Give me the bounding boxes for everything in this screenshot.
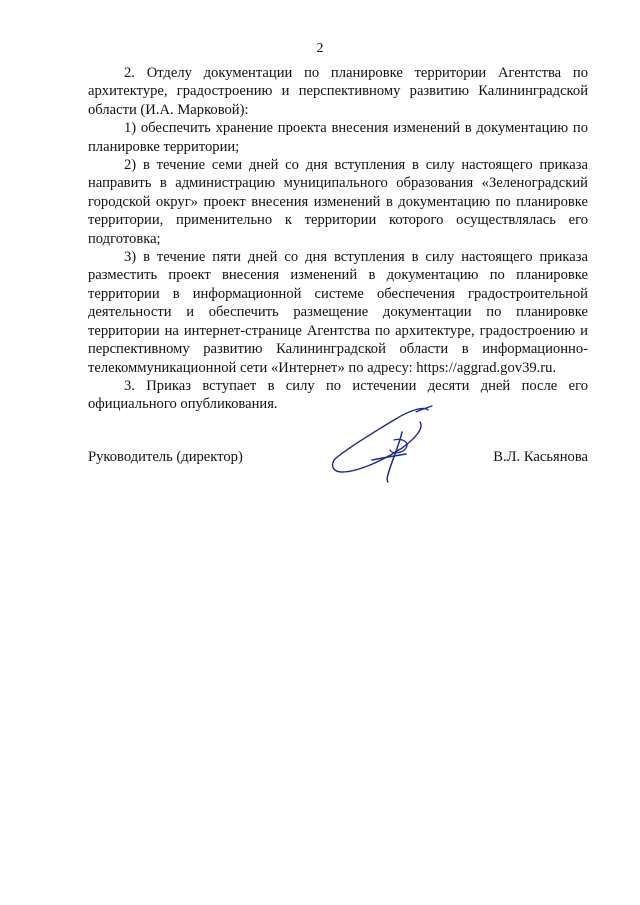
paragraph-subitem-3: 3) в течение пяти дней со дня вступления в силу настоящего приказа разместить проект внесения изменений в документацию по планировке территории в информационной системе обеспечения градостроительной деятельности и обеспечить размещение документации по планировке территории на интернет-странице Агентства по архитектуре, градостроению и перспективному развитию Калининградской области в информационно-телекоммуникационной сети «Интернет» по адресу: https://aggrad.gov39.ru.	[88, 249, 588, 376]
signature-row	[88, 448, 588, 472]
paragraph-subitem-2: 2) в течение семи дней со дня вступления в силу настоящего приказа направить в администрацию муниципального образования «Зеленоградский городской округ» проект внесения изменений в документацию по планировке территории, применительно к территории которого осуществлялась его подготовка;	[88, 157, 588, 247]
paragraph-subitem-1: 1) обеспечить хранение проекта внесения изменений в документацию по планировке территории;	[88, 120, 588, 155]
paragraph-item-3: 3. Приказ вступает в силу по истечении десяти дней после его официального опубликования.	[88, 377, 588, 413]
page-number: 2	[316, 41, 324, 56]
signatory-position: Руководитель (директор)	[88, 449, 243, 465]
document-body	[88, 64, 588, 414]
paragraph-item-2: 2. Отделу документации по планировке территории Агентства по архитектуре, градостроению и перспективному развитию Калининградской области (И.А. Марковой):	[88, 65, 588, 118]
signatory-name: В.Л. Касьянова	[493, 449, 588, 465]
